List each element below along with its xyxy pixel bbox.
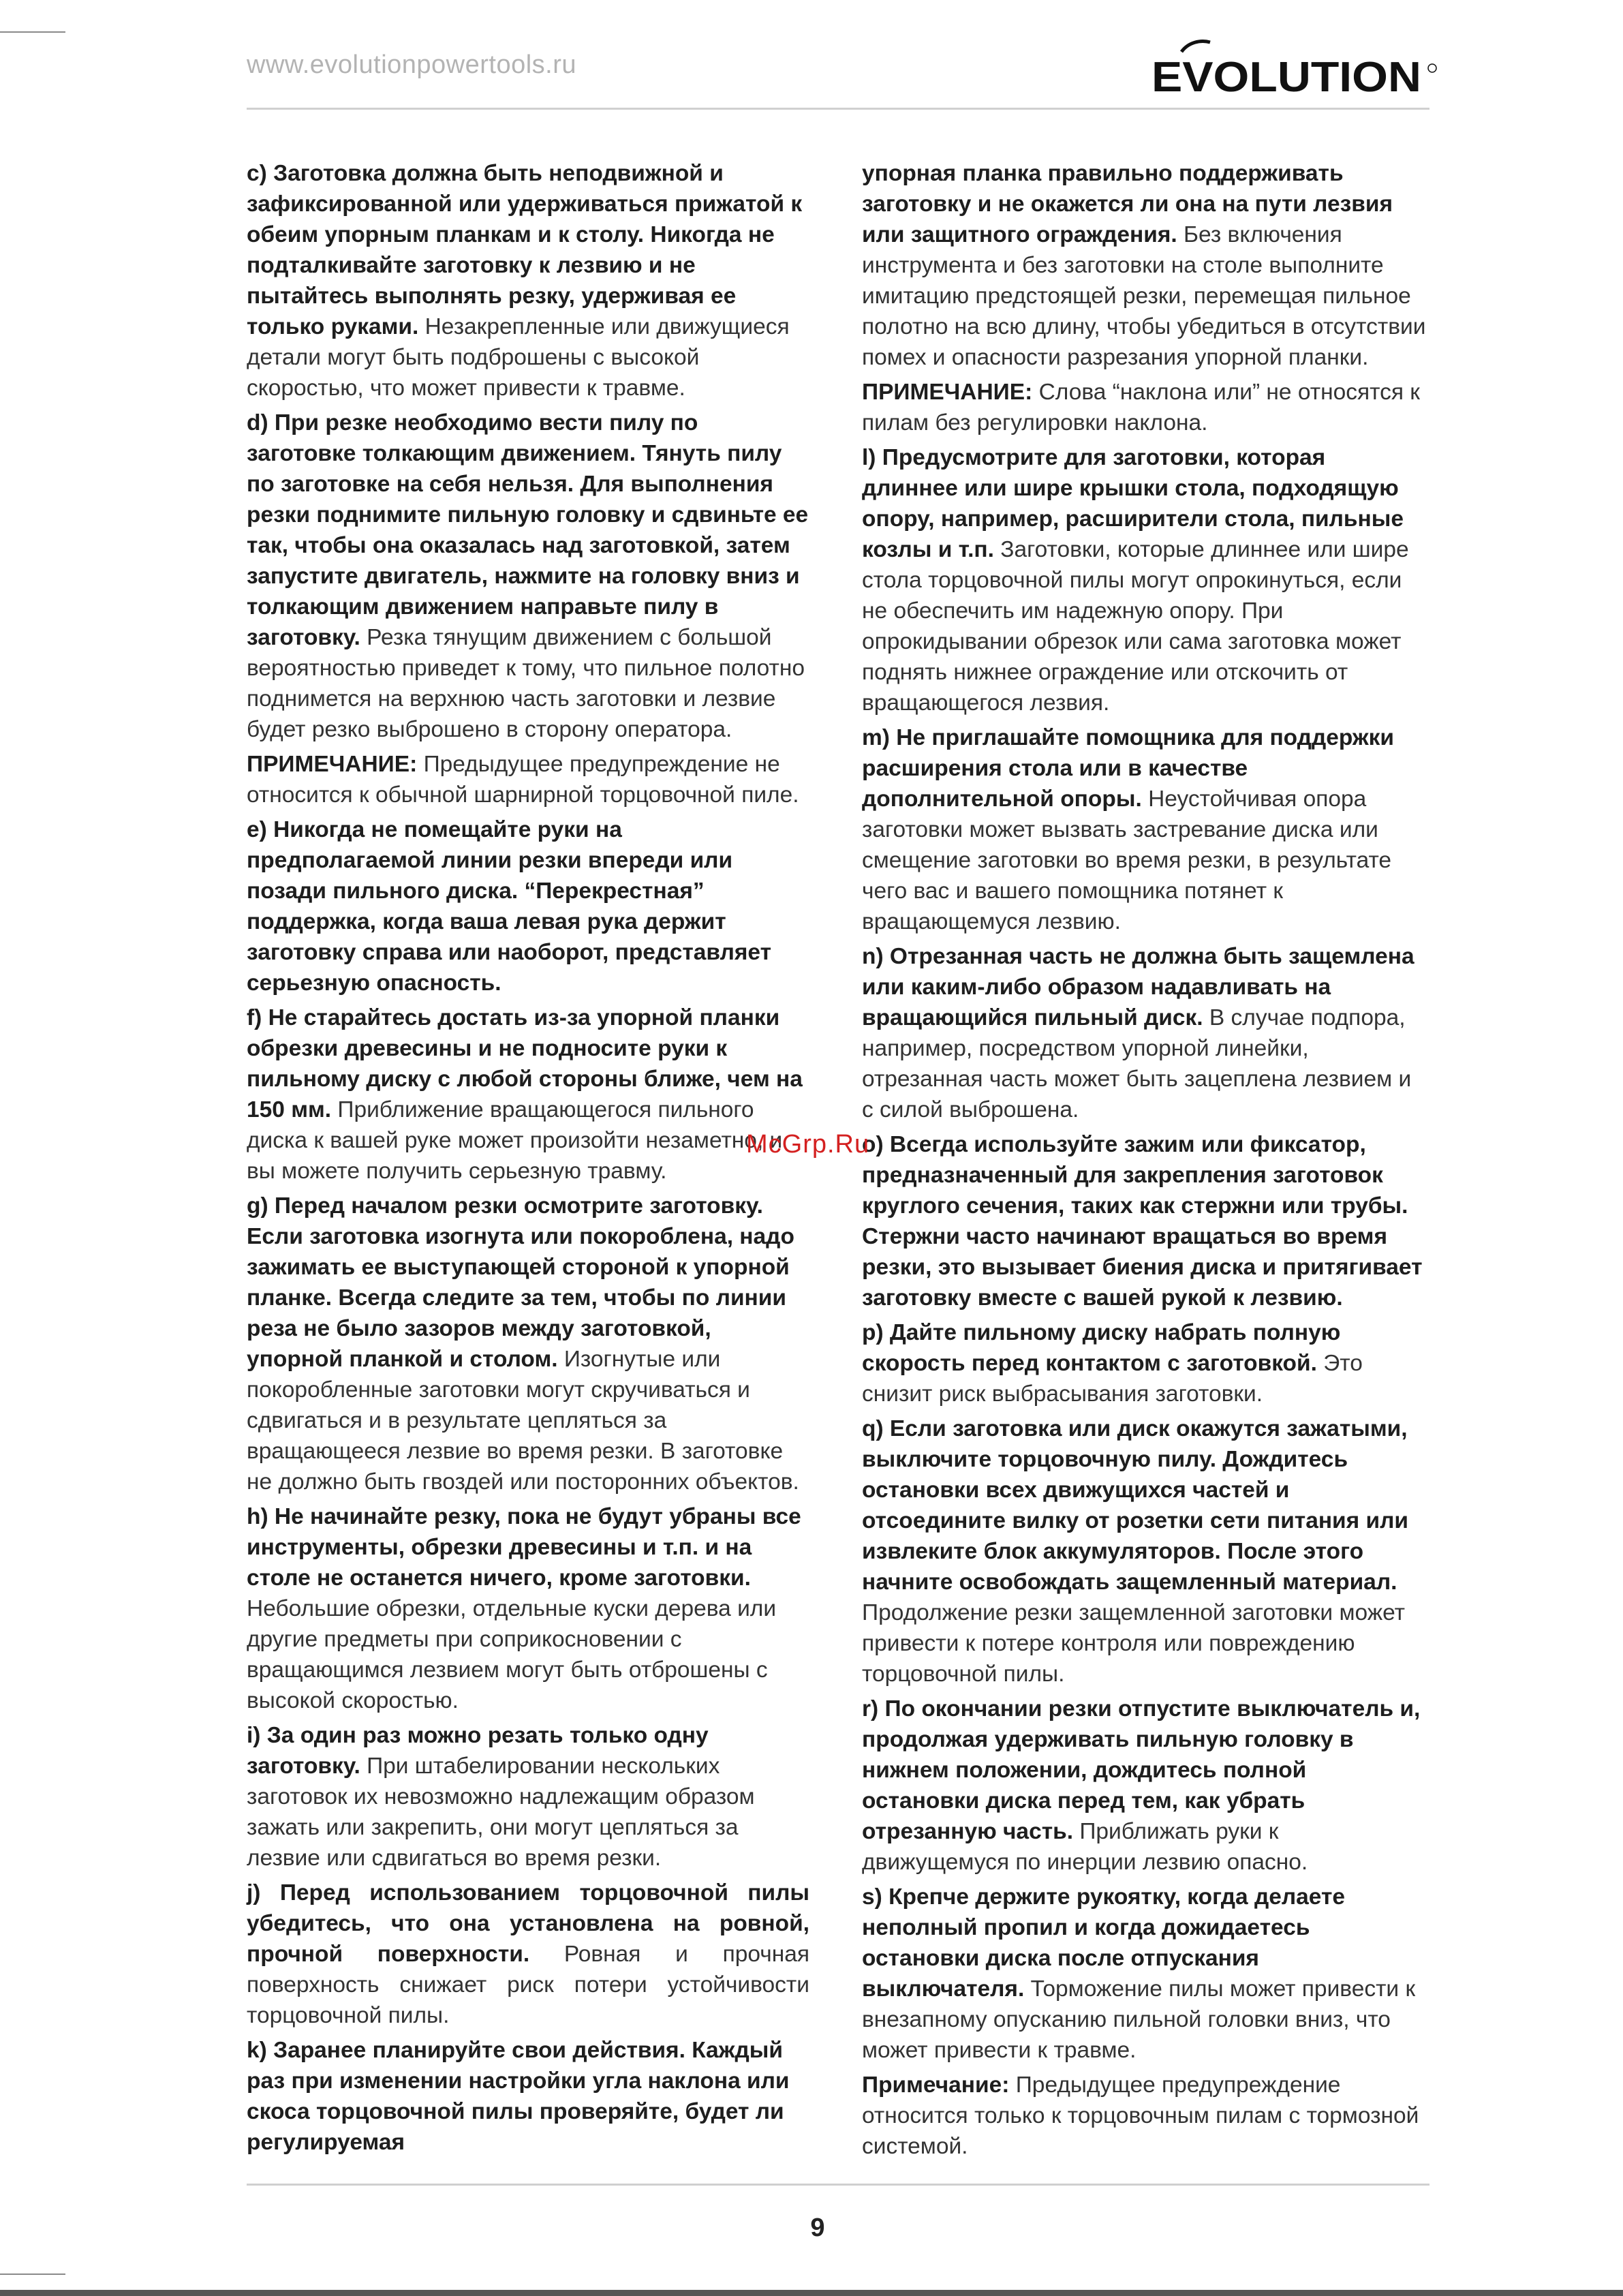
bottom-edge-band bbox=[0, 2290, 1623, 2296]
paragraph-body: При штабелировании нескольких заготовок их невозможно надлежащим образом зажать или закрепить, они могут цепляться за лезвие или сдвигаться во время резки. bbox=[247, 1754, 755, 1871]
paragraph-heading: e) Никогда не помещайте руки на предполагаемой линии резки впереди или позади пильного диска. “Перекрестная” поддержка, когда ваша левая рука держит заготовку справа или наоборот, представляет серьезную опасность. bbox=[247, 817, 772, 996]
footer-divider bbox=[247, 2184, 1429, 2186]
safety-paragraph bbox=[247, 1720, 809, 1873]
paragraph-heading: ПРИМЕЧАНИЕ: bbox=[247, 752, 418, 777]
page-number: 9 bbox=[810, 2214, 825, 2242]
paragraph-body: Продолжение резки защемленной заготовки может привести к потере контроля или повреждению торцовочной пилы. bbox=[862, 1600, 1406, 1687]
header-site-url: www.evolutionpowertools.ru bbox=[247, 50, 577, 79]
safety-paragraph bbox=[862, 941, 1427, 1125]
safety-paragraph bbox=[862, 377, 1427, 438]
safety-paragraph bbox=[862, 2070, 1427, 2162]
header-divider bbox=[247, 108, 1429, 110]
left-column bbox=[247, 158, 809, 2162]
paragraph-body: Предыдущее предупреждение относится только к торцовочным пилам с тормозной системой. bbox=[862, 2072, 1419, 2159]
safety-paragraph bbox=[247, 2035, 809, 2158]
paragraph-body: Неустойчивая опора заготовки может вызвать застревание диска или смещение заготовки во время резки, в результате чего вас и вашего помощника потянет к вращающемуся лезвию. bbox=[862, 786, 1392, 934]
crop-mark-top bbox=[0, 31, 65, 33]
safety-paragraph bbox=[862, 1694, 1427, 1878]
paragraph-heading: f) Не старайтесь достать из-за упорной планки обрезки древесины и не подносите руки к пильному диску с любой стороны ближе, чем на 150 мм. bbox=[247, 1005, 803, 1122]
paragraph-heading: g) Перед началом резки осмотрите заготовку. Если заготовка изогнута или покороблена, надо зажимать ее выступающей стороной к упорной планке. Всегда следите за тем, чтобы по линии реза не было зазоров между заготовкой, упорной планкой и столом. bbox=[247, 1193, 794, 1372]
paragraph-heading: h) Не начинайте резку, пока не будут убраны все инструменты, обрезки древесины и т.п. и на столе не останется ничего, кроме заготовки. bbox=[247, 1504, 801, 1591]
safety-paragraph bbox=[247, 408, 809, 745]
paragraph-body: Незакрепленные или движущиеся детали могут быть подброшены с высокой скоростью, что может привести к травме. bbox=[247, 314, 790, 401]
safety-paragraph bbox=[862, 442, 1427, 718]
paragraph-heading: q) Если заготовка или диск окажутся зажатыми, выключите торцовочную пилу. Дождитесь остановки всех движущихся частей и отсоедините вилку от розетки сети питания или извлеките блок аккумуляторов. После этого начните освобождать защемленный материал. bbox=[862, 1416, 1408, 1595]
safety-paragraph bbox=[247, 1191, 809, 1497]
evolution-logo bbox=[1151, 38, 1438, 100]
paragraph-heading: r) По окончании резки отпустите выключатель и, продолжая удерживать пильную головку в нижнем положении, дождитесь полной остановки диска перед тем, как убрать отрезанную часть. bbox=[862, 1696, 1421, 1844]
logo-text: EVOLUTION bbox=[1151, 54, 1421, 100]
paragraph-body: В случае подпора, например, посредством упорной линейки, отрезанная часть может быть зацеплена лезвием и с силой выброшена. bbox=[862, 1005, 1412, 1122]
safety-paragraph bbox=[862, 722, 1427, 937]
safety-paragraph bbox=[862, 1317, 1427, 1409]
safety-paragraph bbox=[247, 1878, 809, 2031]
paragraph-heading: o) Всегда используйте зажим или фиксатор, предназначенный для закрепления заготовок круглого сечения, таких как стержни или трубы. Стержни часто начинают вращаться во время резки, это вызывает биения диска и притягивает заготовку вместе с вашей рукой к лезвию. bbox=[862, 1132, 1423, 1311]
paragraph-heading: k) Заранее планируйте свои действия. Каждый раз при изменении настройки угла наклона или скоса торцовочной пилы проверяйте, будет ли регулируемая bbox=[247, 2038, 790, 2155]
crop-mark-bottom bbox=[0, 2274, 65, 2275]
paragraph-heading: Примечание: bbox=[862, 2072, 1010, 2098]
paragraph-heading: n) Отрезанная часть не должна быть защемлена или каким-либо образом надавливать на вращающийся пильный диск. bbox=[862, 944, 1415, 1030]
paragraph-body: Небольшие обрезки, отдельные куски дерева или другие предметы при соприкосновении с вращающимся лезвием могут быть отброшены с высокой скоростью. bbox=[247, 1596, 777, 1713]
safety-paragraph bbox=[247, 1002, 809, 1187]
paragraph-body: Заготовки, которые длиннее или шире стола торцовочной пилы могут опрокинуться, если не обеспечить им надежную опору. При опрокидывании обрезок или сама заготовка может поднять нижнее ограждение или отскочить от вращающегося лезвия. bbox=[862, 537, 1409, 716]
paragraph-body: Ровная и прочная поверхность снижает риск потери устойчивости торцовочной пилы. bbox=[247, 1942, 809, 2028]
paragraph-heading: m) Не приглашайте помощника для поддержки расширения стола или в качестве дополнительной опоры. bbox=[862, 725, 1395, 812]
paragraph-heading: j) Перед использованием торцовочной пилы убедитесь, что она установлена на ровной, прочной поверхности. bbox=[247, 1880, 809, 1967]
paragraph-heading: упорная планка правильно поддерживать заготовку и не окажется ли она на пути лезвия или защитного ограждения. bbox=[862, 161, 1393, 247]
safety-paragraph bbox=[247, 1501, 809, 1716]
safety-paragraph bbox=[862, 1882, 1427, 2066]
paragraph-body: Приближать руки к движущемуся по инерции лезвию опасно. bbox=[862, 1819, 1308, 1875]
right-column bbox=[862, 158, 1427, 2166]
paragraph-body: Изогнутые или покоробленные заготовки могут скручиваться и сдвигаться и в результате цепляться за вращающееся лезвие во время резки. В заготовке не должно быть гвоздей или посторонних объектов. bbox=[247, 1347, 799, 1495]
safety-paragraph bbox=[862, 158, 1427, 373]
paragraph-heading: ПРИМЕЧАНИЕ: bbox=[862, 380, 1033, 405]
paragraph-heading: p) Дайте пильному диску набрать полную скорость перед контактом с заготовкой. bbox=[862, 1320, 1341, 1376]
paragraph-heading: l) Предусмотрите для заготовки, которая длиннее или шире крышки стола, подходящую опору, например, расширители стола, пильные козлы и т.п. bbox=[862, 445, 1404, 562]
paragraph-body: Это снизит риск выбрасывания заготовки. bbox=[862, 1351, 1363, 1407]
watermark: McGrp.Ru bbox=[746, 1130, 870, 1159]
paragraph-body: Торможение пилы может привести к внезапному опусканию пильной головки вниз, что может привести к травме. bbox=[862, 1976, 1416, 2063]
paragraph-heading: c) Заготовка должна быть неподвижной и зафиксированной или удерживаться прижатой к обеим упорным планкам и к столу. Никогда не подталкивайте заготовку к лезвию и не пытайтесь выполнять резку, удерживая ее только руками. bbox=[247, 161, 803, 339]
safety-paragraph bbox=[247, 158, 809, 403]
paragraph-body: Слова “наклона или” не относятся к пилам без регулировки наклона. bbox=[862, 380, 1420, 435]
safety-paragraph bbox=[862, 1413, 1427, 1689]
paragraph-heading: i) За один раз можно резать только одну заготовку. bbox=[247, 1723, 709, 1779]
paragraph-body: Без включения инструмента и без заготовки на столе выполните имитацию предстоящей резки, перемещая пильное полотно на всю длину, чтобы убедиться в отсутствии помех и опасности разрезания упорной планки. bbox=[862, 222, 1426, 370]
safety-paragraph bbox=[247, 814, 809, 998]
paragraph-body: Предыдущее предупреждение не относится к обычной шарнирной торцовочной пиле. bbox=[247, 752, 799, 808]
safety-paragraph bbox=[862, 1129, 1427, 1313]
paragraph-body: Резка тянущим движением с большой вероятностью приведет к тому, что пильное полотно поднимется на верхнюю часть заготовки и лезвие будет резко выброшено в сторону оператора. bbox=[247, 625, 805, 742]
safety-paragraph bbox=[247, 749, 809, 810]
paragraph-heading: s) Крепче держите рукоятку, когда делаете неполный пропил и когда дожидаетесь остановки диска после отпускания выключателя. bbox=[862, 1884, 1346, 2002]
paragraph-heading: d) При резке необходимо вести пилу по заготовке толкающим движением. Тянуть пилу по заготовке на себя нельзя. Для выполнения резки поднимите пильную головку и сдвиньте ее так, чтобы она оказалась над заготовкой, затем запустите двигатель, нажмите на головку вниз и толкающим движением направьте пилу в заготовку. bbox=[247, 410, 809, 650]
paragraph-body: Приближение вращающегося пильного диска к вашей руке может произойти незаметно, и вы можете получить серьезную травму. bbox=[247, 1097, 783, 1184]
registered-mark-icon bbox=[1428, 64, 1436, 72]
